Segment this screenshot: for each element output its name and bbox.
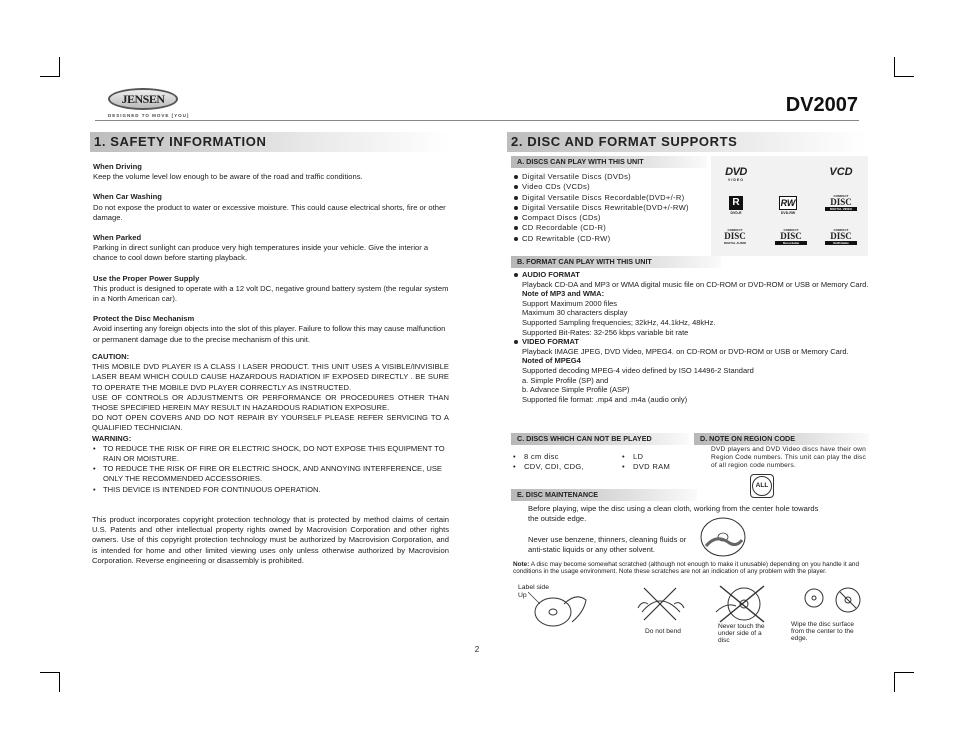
c-col2	[622, 452, 692, 472]
cd-recordable-logo	[775, 228, 807, 245]
mp3-line: Maximum 30 characters display	[522, 308, 628, 318]
safety-item	[93, 233, 450, 264]
cd-da-label: DIGITAL AUDIO	[723, 241, 747, 245]
note-label: Note:	[513, 561, 530, 568]
header-rule	[95, 120, 859, 121]
mp3-line: Support Maximum 2000 files	[522, 298, 618, 308]
bend-caption: Do not bend	[645, 628, 681, 635]
wipe-disc-illustration	[698, 516, 748, 558]
dvd-rw-badge: RW	[780, 198, 796, 208]
dvd-r-label: DVD-R	[730, 211, 742, 215]
video-format-text: Playback IMAGE JPEG, DVD Video, MPEG4. on CD-ROM or DVD-ROM or USB or Memory Card.	[522, 346, 849, 356]
maintenance-text-1: Before playing, wipe the disc using a clean cloth, working from the center hole towards the outside edge.	[528, 504, 819, 524]
c-col1	[513, 452, 613, 472]
crop-mark	[894, 672, 914, 673]
cd-disc-label: DISC	[780, 231, 802, 241]
bullet-dot: •	[93, 443, 96, 453]
do-not-bend-illustration	[632, 582, 690, 626]
crop-mark	[40, 672, 60, 673]
warning-list	[92, 444, 449, 495]
safety-item	[93, 274, 450, 305]
safety-section-title: 1. SAFETY INFORMATION	[90, 132, 450, 152]
audio-heading-text: AUDIO FORMAT	[522, 270, 580, 279]
unplayable-col-2	[622, 452, 692, 472]
playable-disc-item: Compact Discs (CDs)	[513, 213, 713, 223]
wipe-caption: Wipe the disc surface from the center to the edge.	[791, 621, 855, 642]
dvd-r-logo	[725, 196, 747, 215]
warning-item	[92, 464, 449, 484]
unplayable-text: CDV, CDI, CDG,	[524, 462, 585, 472]
safety-item-text: Do not expose the product to water or excessive moisture. This could cause electrical shorts, fire or other damage.	[93, 202, 446, 222]
audio-format-text: Playback CD-DA and MP3 or WMA digital music file on CD-ROM or DVD-ROM or USB or Memory Card.	[522, 279, 869, 289]
note-text: A disc may become somewhat scratched (although not enough to make it unusable) depending on you handle it and conditions in the usage environment. Note these scratches are not an indication of any problem with the player.	[513, 561, 860, 575]
safety-item-text: Keep the volume level low enough to be aware of the road and traffic conditions.	[93, 172, 363, 182]
wipe-direction-illustration	[796, 584, 864, 616]
warning-item	[92, 444, 449, 464]
cd-compact-label: COMPACT	[727, 228, 743, 232]
cd-disc-label: DISC	[830, 231, 852, 241]
unplayable-item	[622, 452, 692, 462]
a-list	[513, 172, 713, 244]
unplayable-text: 8 cm disc	[524, 452, 559, 461]
maintenance-text-2: Never use benzene, thinners, cleaning fluids or anti-static liquids or any other solvent.	[528, 535, 687, 555]
cd-dv-label: DIGITAL VIDEO	[825, 207, 857, 211]
video-heading-text: VIDEO FORMAT	[522, 337, 579, 347]
mpeg4-line: b. Advance Simple Profile (ASP)	[522, 385, 630, 395]
disc-section-title: 2. DISC AND FORMAT SUPPORTS	[507, 132, 867, 152]
crop-mark	[40, 76, 60, 77]
safety-item-heading: When Driving	[93, 162, 142, 171]
unplayable-col-1	[513, 452, 613, 472]
warning-item	[92, 485, 449, 495]
safety-item	[93, 314, 450, 345]
bullet-dot: •	[622, 462, 625, 472]
crop-mark	[59, 672, 60, 692]
bullet-dot: •	[93, 464, 96, 474]
cd-rw-label: ReWritable	[825, 241, 857, 245]
mp3-line: Supported Sampling frequencies; 32kHz, 44.1kHz, 48kHz.	[522, 317, 716, 327]
unplayable-text: LD	[633, 452, 644, 461]
playable-disc-item: Digital Versatile Discs Rewritable(DVD+/-RW)	[513, 203, 713, 213]
cd-compact-label: COMPACT	[833, 194, 849, 198]
crop-mark	[59, 57, 60, 77]
cd-compact-label: COMPACT	[833, 228, 849, 232]
safety-item-heading: When Car Washing	[93, 192, 162, 202]
cd-rewritable-logo	[825, 228, 857, 245]
playable-disc-item: Digital Versatile Discs (DVDs)	[513, 172, 713, 182]
mp3-lines	[513, 299, 869, 337]
safety-body	[93, 162, 450, 355]
caution-block	[92, 352, 449, 495]
vcd-logo-text: VCD	[829, 166, 853, 178]
unplayable-item	[622, 462, 692, 472]
mp3-heading: Note of MP3 and WMA:	[522, 289, 605, 299]
video-format-heading	[513, 337, 869, 347]
subsection-e-title: E. DISC MAINTENANCE	[511, 489, 697, 501]
disc-logos-panel	[711, 156, 868, 256]
brand-logo: JENSEN	[108, 88, 178, 110]
dvd-rw-label: DVD-RW	[780, 211, 796, 215]
label-side-text: Label side	[518, 584, 549, 591]
model-number: DV2007	[785, 94, 858, 116]
globe-icon: ALL	[752, 476, 772, 496]
dvd-logo-text: DVD	[725, 166, 747, 178]
safety-item-heading: Use the Proper Power Supply	[93, 273, 200, 283]
playable-disc-item: Video CDs (VCDs)	[513, 182, 713, 192]
bullet-dot: •	[93, 484, 96, 494]
dvd-r-badge: R	[729, 196, 743, 210]
safety-item-text: This product is designed to operate with a 12 volt DC, negative ground battery system (the regular system in a North American car).	[93, 283, 449, 304]
warning-heading: WARNING:	[92, 433, 132, 443]
dvd-logo-sub: VIDEO	[728, 178, 744, 182]
brand-tagline: DESIGNED TO MOVE [YOU]	[108, 113, 190, 118]
label-up-text: Up	[518, 592, 527, 599]
caution-text: DO NOT OPEN COVERS AND DO NOT REPAIR BY YOURSELF PLEASE REFER SERVICING TO A QUALIFIED TECHNICIAN.	[92, 413, 449, 433]
playable-disc-item: CD Rewritable (CD-RW)	[513, 234, 713, 244]
mpeg4-heading: Noted of MPEG4	[522, 356, 581, 366]
mpeg4-line: Supported decoding MPEG-4 video defined by ISO 14496-2 Standard	[522, 365, 754, 375]
mpeg4-line: Supported file format: .mp4 and .m4a (audio only)	[522, 394, 688, 404]
bullet-dot: •	[513, 452, 516, 461]
dvd-rw-logo	[775, 196, 801, 215]
warning-text: TO REDUCE THE RISK OF FIRE OR ELECTRIC SHOCK, AND ANNOYING INTERFERENCE, USE ONLY THE RECOMMENDED ACCESSORIES.	[103, 464, 442, 484]
playable-disc-item: CD Recordable (CD-R)	[513, 223, 713, 233]
safety-item-text: Parking in direct sunlight can produce very high temperatures inside your vehicle. Give the interior a chance to cool down before starting playback.	[93, 243, 429, 263]
region-all-globe-icon	[750, 474, 774, 498]
safety-item-heading: Protect the Disc Mechanism	[93, 314, 195, 324]
unplayable-item	[513, 462, 613, 472]
mp3-line: Supported Bit-Rates: 32-256 kbps variable bit rate	[522, 327, 689, 337]
cd-rec-label: Recordable	[775, 241, 807, 245]
disc-note	[513, 561, 863, 575]
caution-text: USE OF CONTROLS OR ADJUSTMENTS OR PERFORMANCE OR PROCEDURES OTHER THAN THOSE SPECIFIED HEREIN MAY RESULT IN HAZARDOUS RADIATION EXPOSURE.	[92, 392, 449, 413]
cd-disc-label: DISC	[724, 231, 746, 241]
bullet-dot: •	[513, 462, 516, 472]
safety-item-heading: When Parked	[93, 233, 142, 243]
copyright-text: This product incorporates copyright protection technology that is protected by method claims of certain U.S. Patents and other intellectual property rights owned by Macrovision Corporation and other rights owners. Use of this copyright protection technology must be authorized by Macrovision Corporation, and is intended for home and other limited viewing uses only unless otherwise authorized by Macrovision Corporation. Reverse engineering or disassembly is prohibited.	[92, 515, 449, 565]
subsection-d-title: D. NOTE ON REGION CODE	[694, 433, 869, 445]
dvd-video-logo	[721, 166, 751, 182]
playable-disc-list	[513, 172, 713, 244]
safety-item	[93, 162, 450, 182]
vcd-logo	[825, 166, 857, 178]
safety-items	[93, 162, 450, 345]
warning-text: TO REDUCE THE RISK OF FIRE OR ELECTRIC SHOCK, DO NOT EXPOSE THIS EQUIPMENT TO RAIN OR MOISTURE.	[103, 443, 445, 464]
crop-mark	[894, 57, 895, 77]
holding-disc-illustration	[528, 582, 590, 632]
cd-digital-audio-logo	[719, 228, 751, 245]
playable-disc-item: Digital Versatile Discs Recordable(DVD+/-R)	[513, 193, 713, 203]
unplayable-item	[513, 452, 613, 462]
crop-mark	[894, 672, 895, 692]
region-note-text: DVD players and DVD Video discs have their own Region Code numbers. This unit can play the disc of all region code numbers.	[711, 446, 866, 469]
subsection-c-title: C. DISCS WHICH CAN NOT BE PLAYED	[511, 433, 689, 445]
mpeg4-line: a. Simple Profile (SP) and	[522, 375, 609, 385]
cd-disc-label: DISC	[830, 197, 852, 207]
caution-text: THIS MOBILE DVD PLAYER IS A CLASS I LASER PRODUCT. THIS UNIT USES A VISIBLE/INVISIBLE LASER BEAM WHICH COULD CAUSE HAZARDOUS RADIATION IF EXPOSED DIRECTLY . BE SURE TO OPERATE THE MOBILE DVD PLAYER CORRECTLY AS INSTRUCTED.	[92, 362, 449, 392]
touch-caption: Never touch the under side of a disc	[718, 623, 765, 644]
bullet-dot: •	[622, 452, 625, 461]
crop-mark	[894, 76, 914, 77]
warning-text: THIS DEVICE IS INTENDED FOR CONTINUOUS OPERATION.	[103, 484, 321, 494]
mpeg4-lines	[513, 366, 869, 404]
subsection-a-title: A. DISCS CAN PLAY WITH THIS UNIT	[511, 156, 707, 168]
cd-compact-label: COMPACT	[783, 228, 799, 232]
safety-item	[93, 192, 450, 223]
audio-format-heading	[513, 270, 869, 280]
never-touch-illustration	[712, 582, 772, 624]
subsection-b-title: B. FORMAT CAN PLAY WITH THIS UNIT	[511, 256, 721, 268]
caution-heading: CAUTION:	[92, 352, 130, 361]
page-number: 2	[474, 645, 480, 654]
cd-digital-video-logo	[825, 194, 857, 211]
format-block	[513, 270, 869, 404]
unplayable-text: DVD RAM	[633, 462, 671, 472]
safety-item-text: Avoid inserting any foreign objects into the slot of this player. Failure to follow this may cause malfunction or permanent damage due to the precise mechanism of this unit.	[93, 324, 446, 344]
